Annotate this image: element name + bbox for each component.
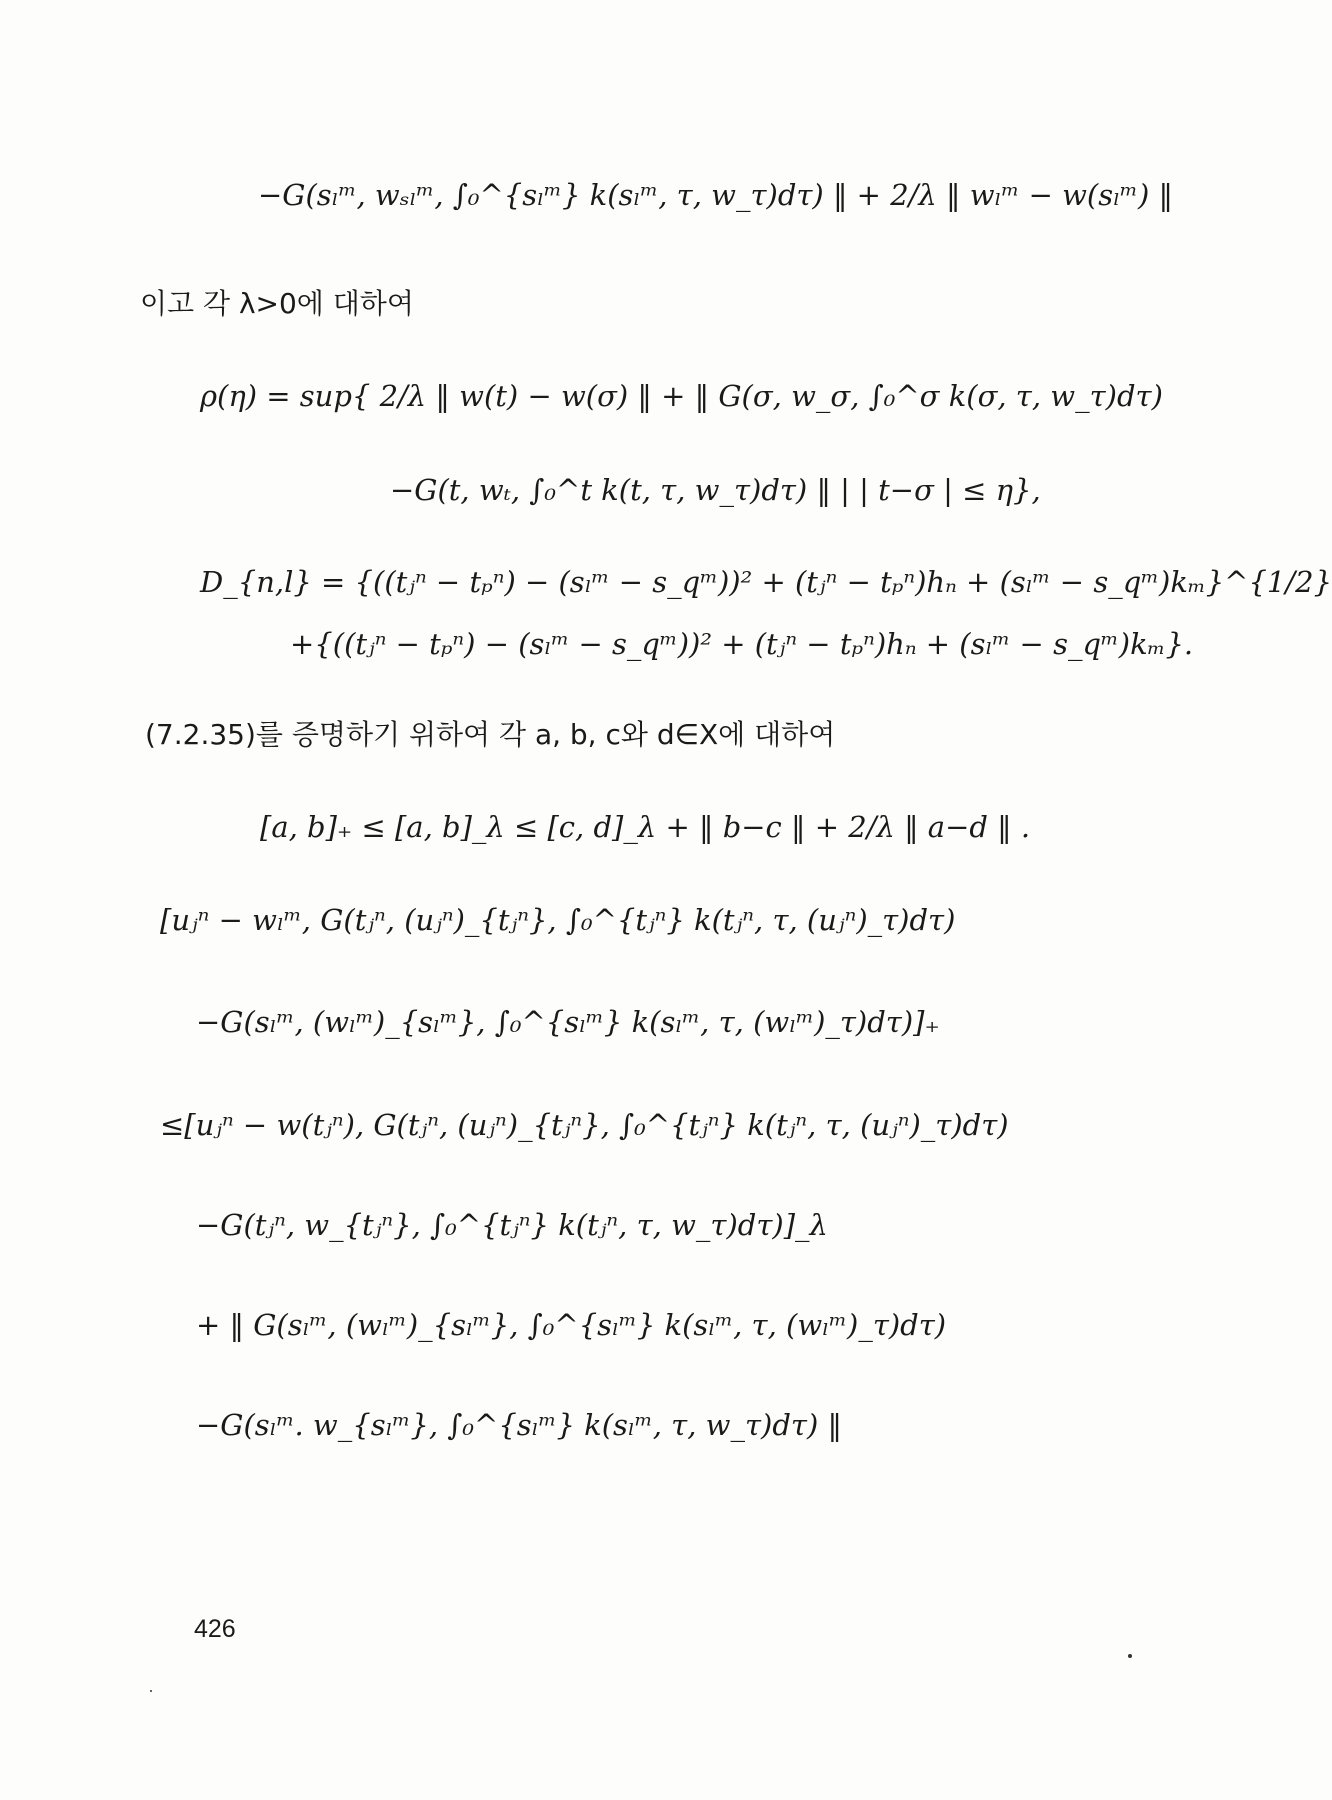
formula-line-1: −G(sₗᵐ, wₛₗᵐ, ∫₀^{sₗᵐ} k(sₗᵐ, τ, w_τ)dτ) ‖ + 2/λ ‖ wₗᵐ − w(sₗᵐ) ‖	[258, 178, 1173, 212]
text-line-7: (7.2.35)를 증명하기 위하여 각 a, b, c와 d∈X에 대하여	[145, 718, 836, 751]
formula-line-11: ≤[uⱼⁿ − w(tⱼⁿ), G(tⱼⁿ, (uⱼⁿ)_{tⱼⁿ}, ∫₀^{tⱼⁿ} k(tⱼⁿ, τ, (uⱼⁿ)_τ)dτ)	[160, 1108, 1009, 1142]
formula-line-4: −G(t, wₜ, ∫₀^t k(t, τ, w_τ)dτ) ‖ | | t−σ | ≤ η},	[390, 473, 1041, 507]
formula-line-3: ρ(η) = sup{ 2/λ ‖ w(t) − w(σ) ‖ + ‖ G(σ, w_σ, ∫₀^σ k(σ, τ, w_τ)dτ)	[200, 379, 1163, 413]
formula-line-8: [a, b]₊ ≤ [a, b]_λ ≤ [c, d]_λ + ‖ b−c ‖ + 2/λ ‖ a−d ‖ .	[260, 810, 1031, 844]
formula-line-14: −G(sₗᵐ. w_{sₗᵐ}, ∫₀^{sₗᵐ} k(sₗᵐ, τ, w_τ)dτ) ‖	[196, 1408, 842, 1442]
page-number: 426	[194, 1615, 236, 1643]
formula-line-10: −G(sₗᵐ, (wₗᵐ)_{sₗᵐ}, ∫₀^{sₗᵐ} k(sₗᵐ, τ, (wₗᵐ)_τ)dτ)]₊	[196, 1005, 940, 1039]
formula-line-13: + ‖ G(sₗᵐ, (wₗᵐ)_{sₗᵐ}, ∫₀^{sₗᵐ} k(sₗᵐ, τ, (wₗᵐ)_τ)dτ)	[196, 1308, 947, 1342]
text-line-2: 이고 각 λ>0에 대하여	[140, 287, 414, 320]
formula-line-9: [uⱼⁿ − wₗᵐ, G(tⱼⁿ, (uⱼⁿ)_{tⱼⁿ}, ∫₀^{tⱼⁿ} k(tⱼⁿ, τ, (uⱼⁿ)_τ)dτ)	[160, 903, 956, 937]
formula-line-6: +{((tⱼⁿ − tₚⁿ) − (sₗᵐ − s_qᵐ))² + (tⱼⁿ − tₚⁿ)hₙ + (sₗᵐ − s_qᵐ)kₘ}.	[290, 627, 1194, 661]
formula-line-12: −G(tⱼⁿ, w_{tⱼⁿ}, ∫₀^{tⱼⁿ} k(tⱼⁿ, τ, w_τ)dτ)]_λ	[196, 1208, 828, 1242]
scan-speck	[1128, 1654, 1132, 1658]
scan-speck	[150, 1690, 152, 1692]
formula-line-5: D_{n,l} = {((tⱼⁿ − tₚⁿ) − (sₗᵐ − s_qᵐ))² + (tⱼⁿ − tₚⁿ)hₙ + (sₗᵐ − s_qᵐ)kₘ}^{1/2}	[200, 565, 1332, 599]
